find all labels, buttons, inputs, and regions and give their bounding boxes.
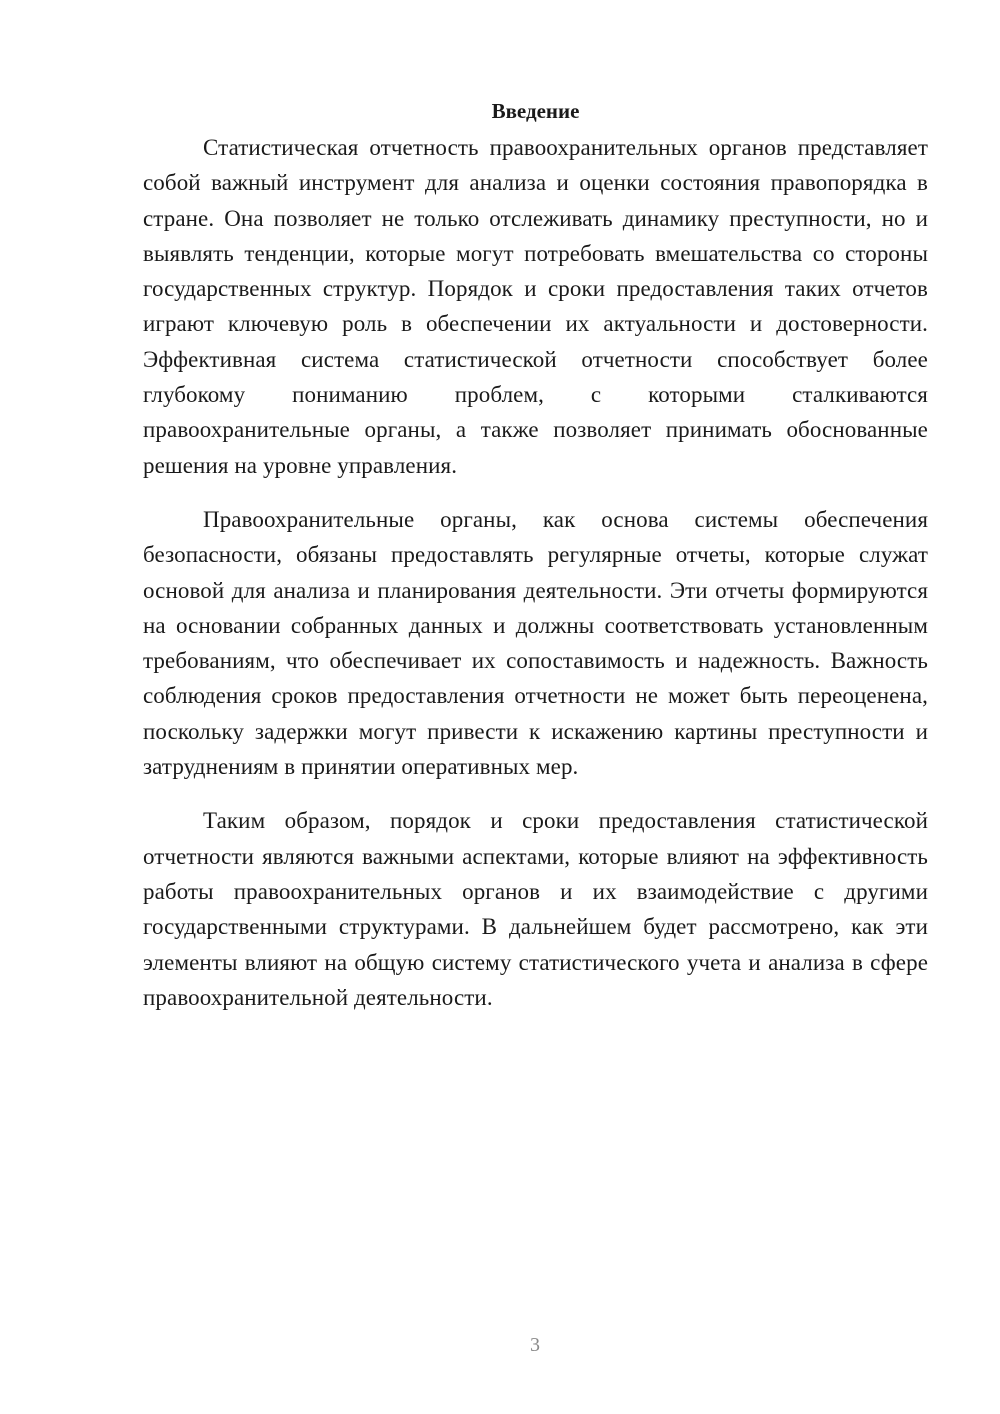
paragraph-2: Правоохранительные органы, как основа системы обеспечения безопасности, обязаны предоставлять регулярные отчеты, которые служат основой для анализа и планирования деятельности. Эти отчеты формируются на основании собранных данных и должны соответствовать установленным требованиям, что обеспечивает их сопоставимость и надежность. Важность соблюдения сроков предоставления отчетности не может быть переоценена, поскольку задержки могут привести к искажению картины преступности и затруднениям в принятии оперативных мер. bbox=[143, 506, 928, 780]
paragraph-3: Таким образом, порядок и сроки предоставления статистической отчетности являются важными аспектами, которые влияют на эффективность работы правоохранительных органов и их взаимодействие с другими государственными структурами. В дальнейшем будет рассмотрено, как эти элементы влияют на общую систему статистического учета и анализа в сфере правоохранительной деятельности. bbox=[143, 808, 928, 1010]
paragraph-1: Статистическая отчетность правоохранительных органов представляет собой важный инструмент для анализа и оценки состояния правопорядка в стране. Она позволяет не только отслеживать динамику преступности, но и выявлять тенденции, которые могут потребовать вмешательства со стороны государственных структур. Порядок и сроки предоставления таких отчетов играют ключевую роль в обеспечении их актуальности и достоверности. Эффективная система статистической отчетности способствует более глубокому пониманию проблем, с которыми сталкиваются правоохранительные органы, а также позволяет принимать обоснованные решения на уровне управления. bbox=[143, 135, 928, 478]
page-content bbox=[143, 96, 928, 1034]
section-heading: Введение bbox=[491, 99, 580, 123]
page-number: 3 bbox=[530, 1334, 540, 1356]
